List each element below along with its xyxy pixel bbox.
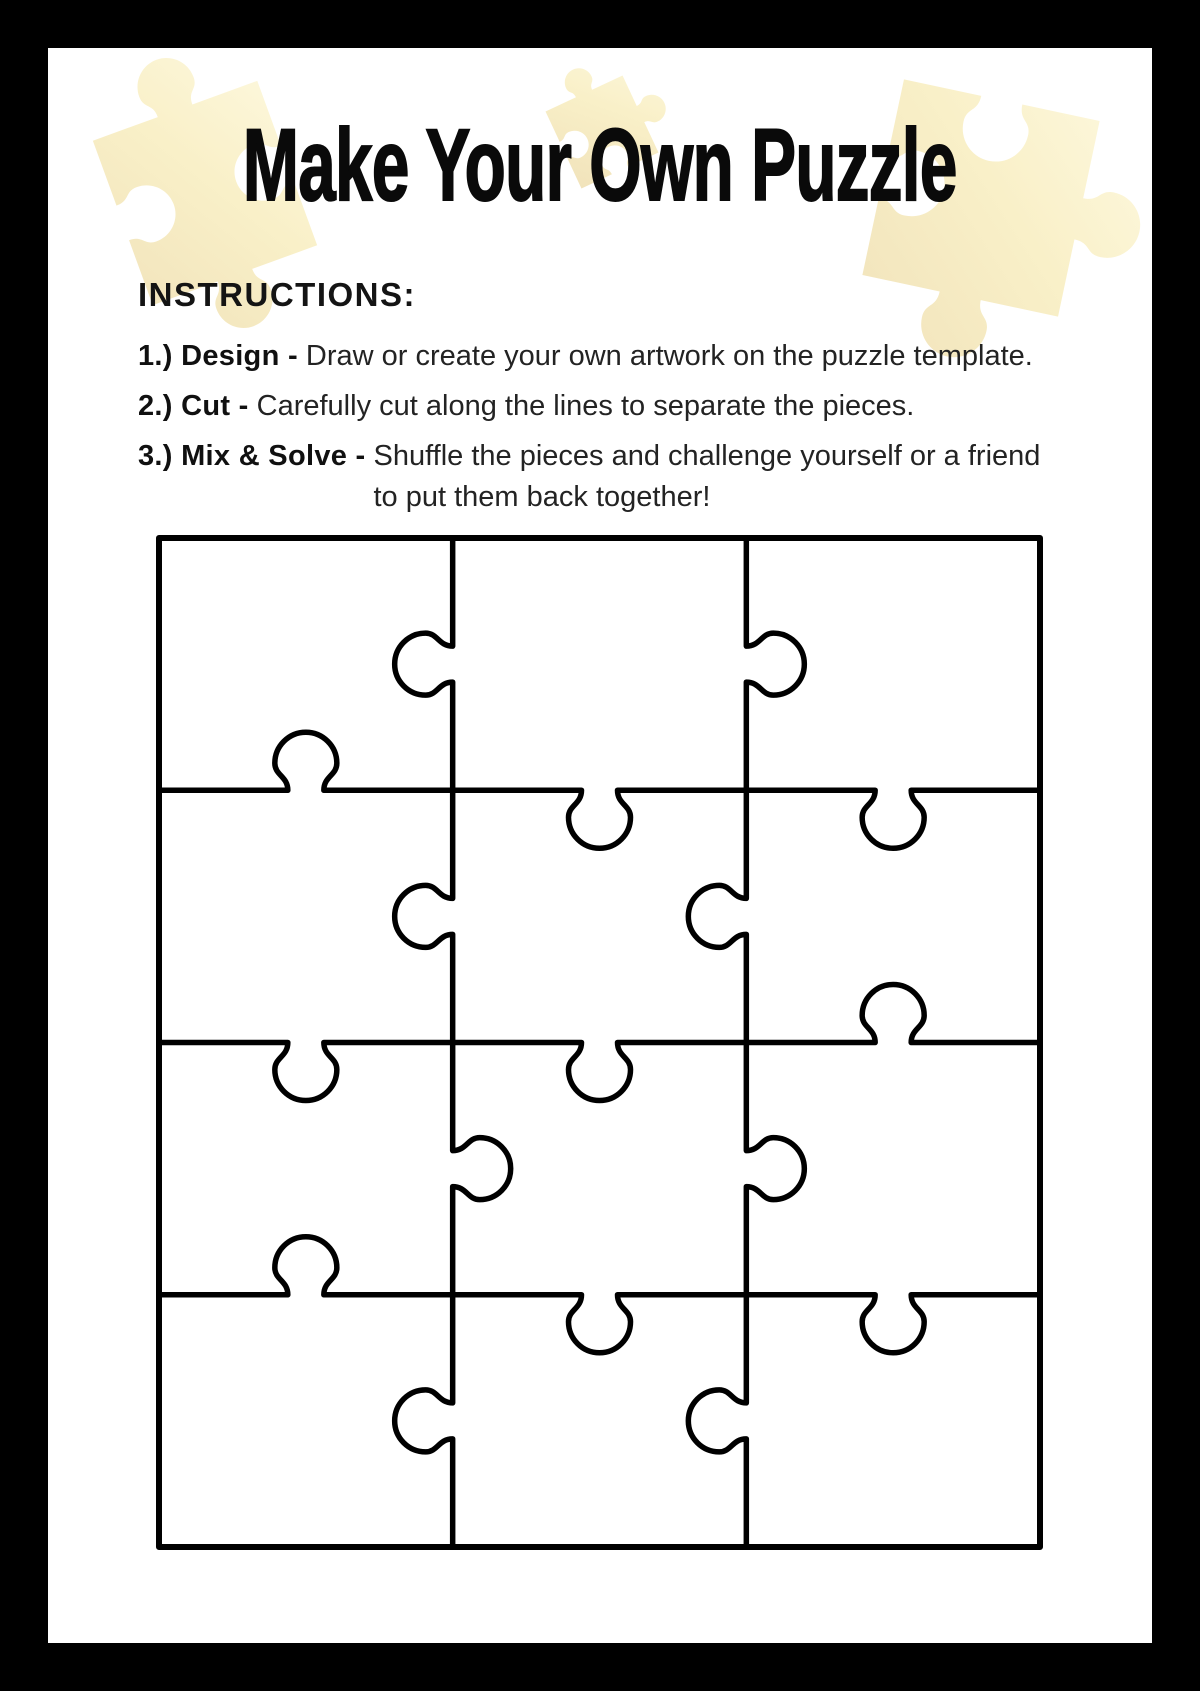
instruction-step-3-text-line1: Shuffle the pieces and challenge yourself or a friend	[373, 440, 1041, 472]
instruction-step-2	[138, 386, 1088, 427]
grid-horizontal-line-3	[159, 1237, 1040, 1353]
instruction-step-3-label: 3.) Mix & Solve -	[138, 440, 366, 472]
instruction-step-2-label: 2.) Cut -	[138, 390, 249, 422]
instruction-step-1-label: 1.) Design -	[138, 340, 298, 372]
grid-horizontal-line-2	[159, 985, 1040, 1101]
page-title	[48, 108, 1152, 222]
page-title-text: Make Your Own Puzzle	[243, 108, 957, 222]
instruction-step-2-text: Carefully cut along the lines to separate the pieces.	[256, 390, 915, 422]
page	[48, 48, 1152, 1643]
instruction-step-1	[138, 336, 1088, 377]
instructions-heading: INSTRUCTIONS:	[138, 276, 416, 313]
grid-horizontal-line-1	[159, 732, 1040, 848]
instruction-step-3	[138, 436, 1088, 518]
instruction-step-1-text: Draw or create your own artwork on the puzzle template.	[305, 340, 1033, 372]
puzzle-template-grid	[153, 532, 1046, 1553]
grid-outer-border	[159, 538, 1040, 1547]
instruction-step-3-text	[374, 436, 1041, 518]
instructions-section	[138, 276, 1088, 527]
instruction-step-3-text-line2: to put them back together!	[373, 481, 711, 513]
